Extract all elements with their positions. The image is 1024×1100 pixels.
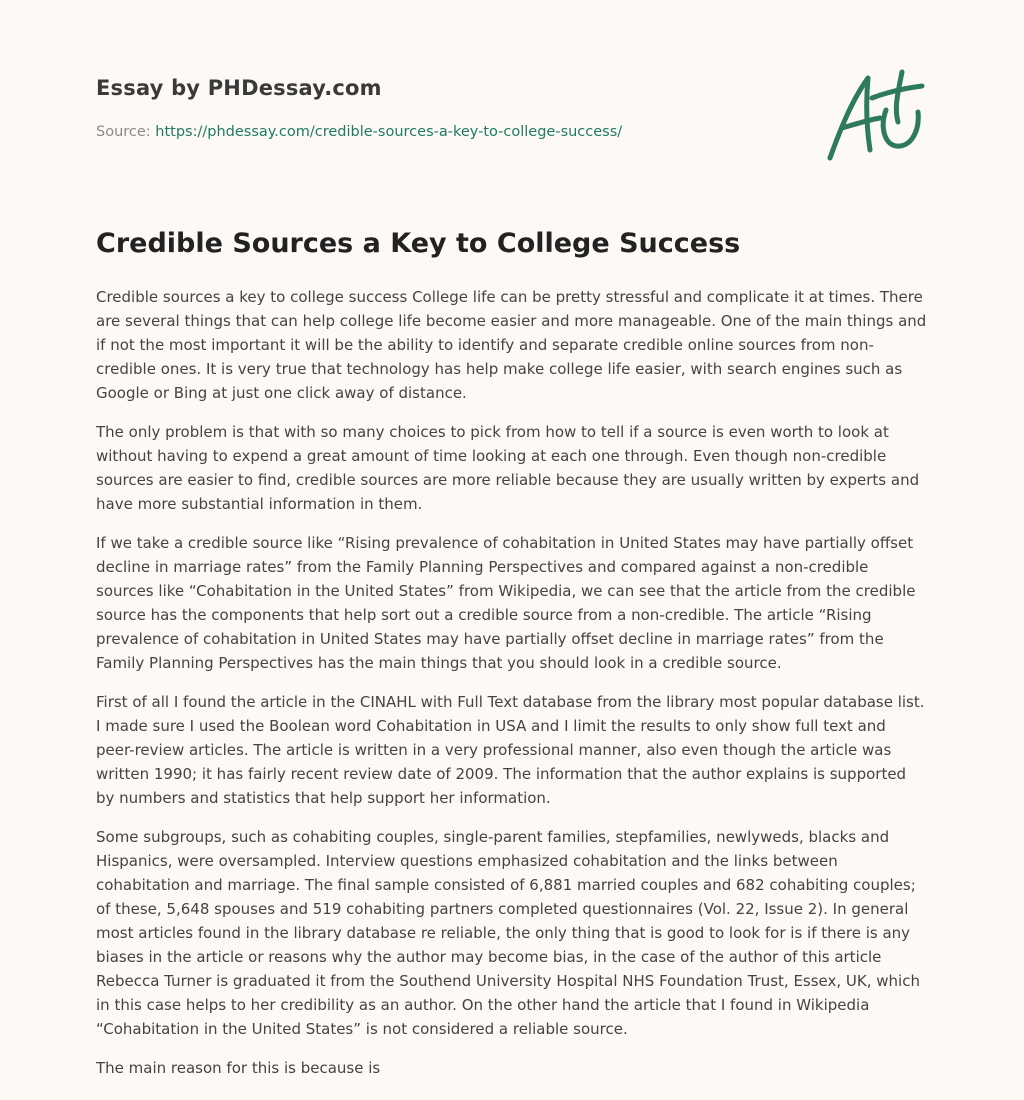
essay-body <box>96 285 928 1095</box>
essay-paragraph: Credible sources a key to college success College life can be pretty stressful and complicate it at times. There are several things that can help college life become easier and more manageable. One of the main things and if not the most important it will be the ability to identify and separate credible online sources from non-credible ones. It is very true that technology has help make college life easier, with search engines such as Google or Bing at just one click away of distance. <box>96 288 927 402</box>
essay-paragraph: The main reason for this is because is <box>96 1059 381 1077</box>
source-line <box>96 124 622 140</box>
essay-paragraph: If we take a credible source like “Rising prevalence of cohabitation in United States may have partially offset decline in marriage rates” from the Family Planning Perspectives and compared against a non-credible sources like “Cohabitation in the United States” from Wikipedia, we can see that the article from the credible source has the components that help sort out a credible source from a non-credible. The article “Rising prevalence of cohabitation in United States may have partially offset decline in marriage rates” from the Family Planning Perspectives has the main things that you should look in a credible source. <box>96 534 916 672</box>
source-label: Source: <box>96 124 156 140</box>
site-brand: Essay by PHDessay.com <box>96 76 382 100</box>
a-plus-logo-icon <box>822 68 926 164</box>
essay-paragraph: The only problem is that with so many choices to pick from how to tell if a source is even worth to look at without having to expend a great amount of time looking at each one through. Even though non-credible sources are easier to find, credible sources are more reliable because they are usually written by experts and have more substantial information in them. <box>96 423 920 513</box>
source-link[interactable]: https://phdessay.com/credible-sources-a-key-to-college-success/ <box>155 124 623 140</box>
essay-paragraph: First of all I found the article in the CINAHL with Full Text database from the library most popular database list. I made sure I used the Boolean word Cohabitation in USA and I limit the results to only show full text and peer-review articles. The article is written in a very professional manner, also even though the article was written 1990; it has fairly recent review date of 2009. The information that the author explains is supported by numbers and statistics that help support her information. <box>96 693 925 807</box>
essay-paragraph: Some subgroups, such as cohabiting couples, single-parent families, stepfamilies, newlyweds, blacks and Hispanics, were oversampled. Interview questions emphasized cohabitation and the links between cohabitation and marriage. The final sample consisted of 6,881 married couples and 682 cohabiting couples; of these, 5,648 spouses and 519 cohabiting partners completed questionnaires (Vol. 22, Issue 2). In general most articles found in the library database re reliable, the only thing that is good to look for is if there is any biases in the article or reasons why the author may become bias, in the case of the author of this article Rebecca Turner is graduated it from the Southend University Hospital NHS Foundation Trust, Essex, UK, which in this case helps to her credibility as an author. On the other hand the article that I found in Wikipedia “Cohabitation in the United States” is not considered a reliable source. <box>96 828 920 1038</box>
essay-title: Credible Sources a Key to College Success <box>96 228 741 259</box>
